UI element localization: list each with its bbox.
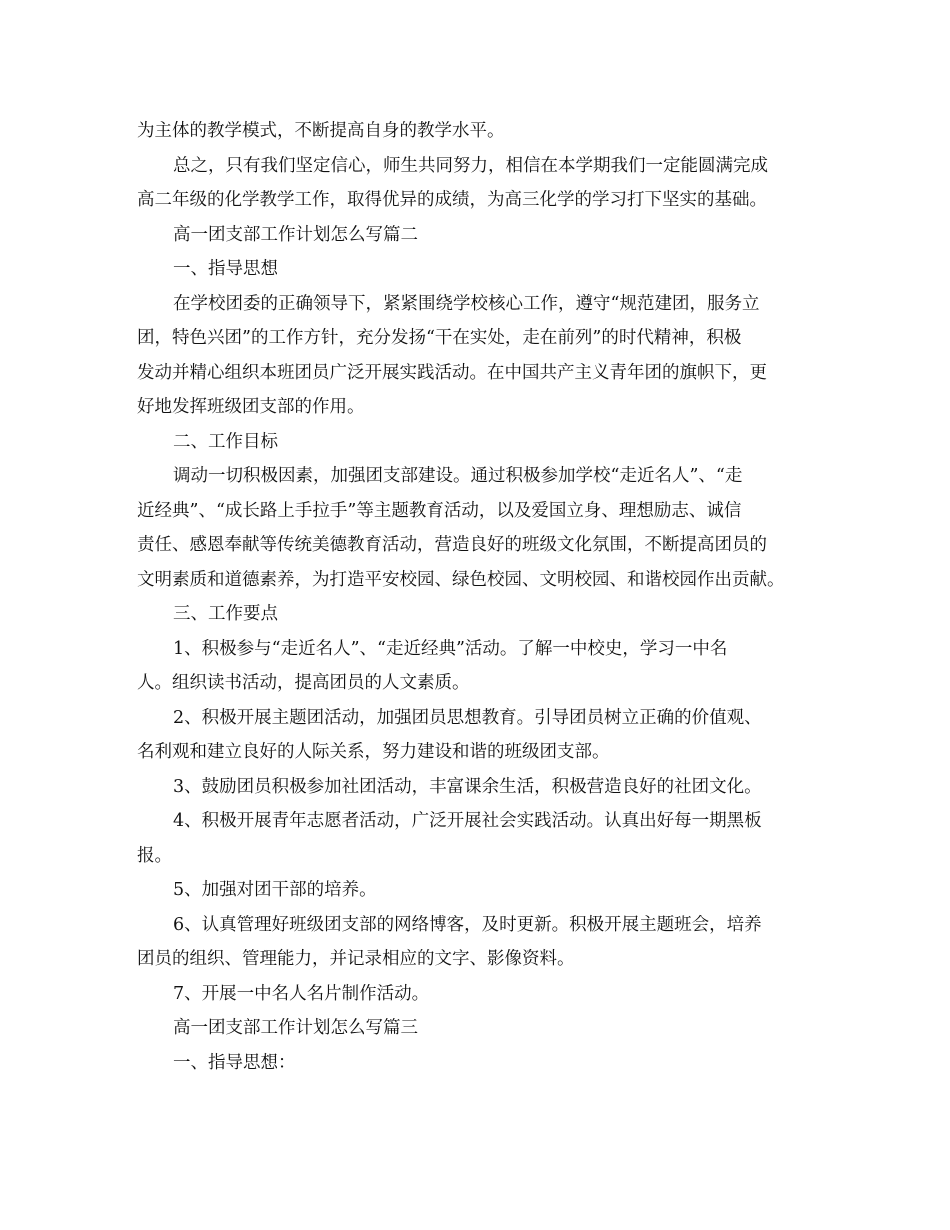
text-line: 在学校团委的正确领导下，紧紧围绕学校核心工作，遵守“规范建团，服务立 [173, 293, 760, 314]
text-line: 3、鼓励团员积极参加社团活动，丰富课余生活，积极营造良好的社团文化。 [173, 776, 762, 797]
text-line: 团员的组织、管理能力，并记录相应的文字、影像资料。 [137, 949, 575, 969]
text-line: 二、工作目标 [173, 431, 278, 452]
text-line: 人。组织读书活动，提高团员的人文素质。 [137, 673, 470, 693]
text-line: 7、开展一中名人名片制作活动。 [173, 983, 430, 1004]
text-line: 2、积极开展主题团活动，加强团员思想教育。引导团员树立正确的价值观、 [173, 707, 762, 728]
text-line: 为主体的教学模式，不断提高自身的教学水平。 [137, 121, 505, 141]
text-line: 名利观和建立良好的人际关系，努力建设和谐的班级团支部。 [137, 742, 610, 762]
text-line: 好地发挥班级团支部的作用。 [137, 397, 365, 417]
text-line: 发动并精心组织本班团员广泛开展实践活动。在中国共产主义青年团的旗帜下，更 [137, 362, 767, 383]
text-line: 责任、感恩奉献等传统美德教育活动，营造良好的班级文化氛围，不断提高团员的 [137, 535, 767, 555]
text-line: 高二年级的化学教学工作，取得优异的成绩，为高三化学的学习打下坚实的基础。 [137, 190, 767, 210]
text-line: 调动一切积极因素，加强团支部建设。通过积极参加学校“走近名人”、“走 [173, 466, 743, 486]
document-body [137, 114, 823, 1080]
text-line: 5、加强对团干部的培养。 [173, 880, 377, 900]
text-line: 近经典”、“成长路上手拉手”等主题教育活动，以及爱国立身、理想励志、诚信 [137, 500, 742, 521]
text-line: 总之，只有我们坚定信心，师生共同努力，相信在本学期我们一定能圆满完成 [173, 155, 768, 176]
text-line: 报。 [137, 845, 172, 866]
text-line: 高一团支部工作计划怎么写篇二 [173, 224, 418, 245]
text-line: 6、认真管理好班级团支部的网络博客，及时更新。积极开展主题班会，培养 [173, 914, 762, 935]
text-line: 文明素质和道德素养，为打造平安校园、绿色校园、文明校园、和谐校园作出贡献。 [137, 569, 785, 590]
text-line: 4、积极开展青年志愿者活动，广泛开展社会实践活动。认真出好每一期黑板 [173, 811, 762, 831]
text-line: 一、指导思想： [173, 1052, 296, 1073]
text-line: 团，特色兴团”的工作方针，充分发扬“干在实处，走在前列”的时代精神，积极 [137, 328, 742, 348]
text-line: 一、指导思想 [173, 259, 278, 279]
text-line: 三、工作要点 [173, 604, 278, 624]
text-line: 1、积极参与“走近名人”、“走近经典”活动。了解一中校史，学习一中名 [173, 638, 728, 659]
text-line: 高一团支部工作计划怎么写篇三 [173, 1018, 418, 1038]
